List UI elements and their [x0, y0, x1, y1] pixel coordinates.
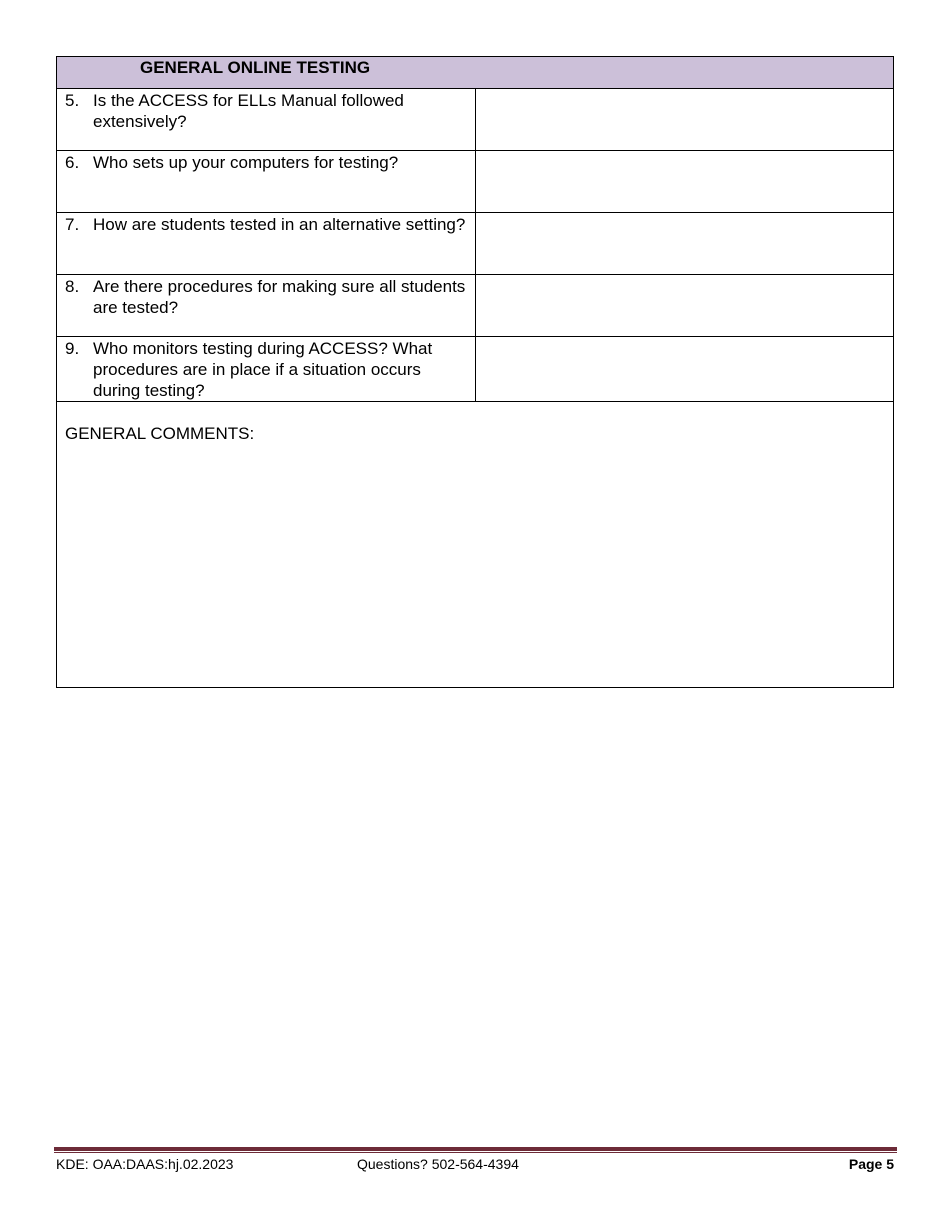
- question-row-7: [57, 213, 894, 275]
- footer-divider-thin: [54, 1152, 897, 1153]
- question-number: 9.: [65, 339, 80, 358]
- question-cell: [57, 89, 476, 151]
- comments-row: [57, 402, 894, 688]
- question-number: 7.: [65, 215, 80, 234]
- question-row-5: [57, 89, 894, 151]
- general-online-testing-table: [56, 56, 894, 688]
- question-row-9: [57, 337, 894, 402]
- footer-page-number: Page 5: [848, 1156, 894, 1172]
- question-cell: [57, 337, 476, 402]
- question-cell: [57, 213, 476, 275]
- general-comments-field[interactable]: [57, 402, 894, 688]
- answer-field[interactable]: [475, 89, 894, 151]
- question-cell: [57, 151, 476, 213]
- question-number: 5.: [65, 91, 80, 110]
- section-header-row: [57, 57, 894, 89]
- question-row-8: [57, 275, 894, 337]
- answer-field[interactable]: [475, 275, 894, 337]
- section-title: GENERAL ONLINE TESTING: [140, 58, 371, 77]
- question-text: How are students tested in an alternative setting?: [93, 215, 466, 234]
- general-comments-label: GENERAL COMMENTS:: [65, 424, 255, 443]
- question-text: Are there procedures for making sure all students are tested?: [93, 277, 466, 317]
- question-text: Is the ACCESS for ELLs Manual followed extensively?: [93, 91, 404, 131]
- question-number: 8.: [65, 277, 80, 296]
- question-text: Who monitors testing during ACCESS? What procedures are in place if a situation occurs during testing?: [93, 339, 433, 400]
- answer-field[interactable]: [475, 337, 894, 402]
- answer-field[interactable]: [475, 151, 894, 213]
- footer-contact: Questions? 502-564-4394: [357, 1156, 519, 1172]
- question-row-6: [57, 151, 894, 213]
- question-cell: [57, 275, 476, 337]
- question-number: 6.: [65, 153, 80, 172]
- footer-doc-code: KDE: OAA:DAAS:hj.02.2023: [56, 1156, 234, 1172]
- section-header: [57, 57, 894, 89]
- question-text: Who sets up your computers for testing?: [93, 153, 399, 172]
- footer-divider-thick: [54, 1147, 897, 1151]
- answer-field[interactable]: [475, 213, 894, 275]
